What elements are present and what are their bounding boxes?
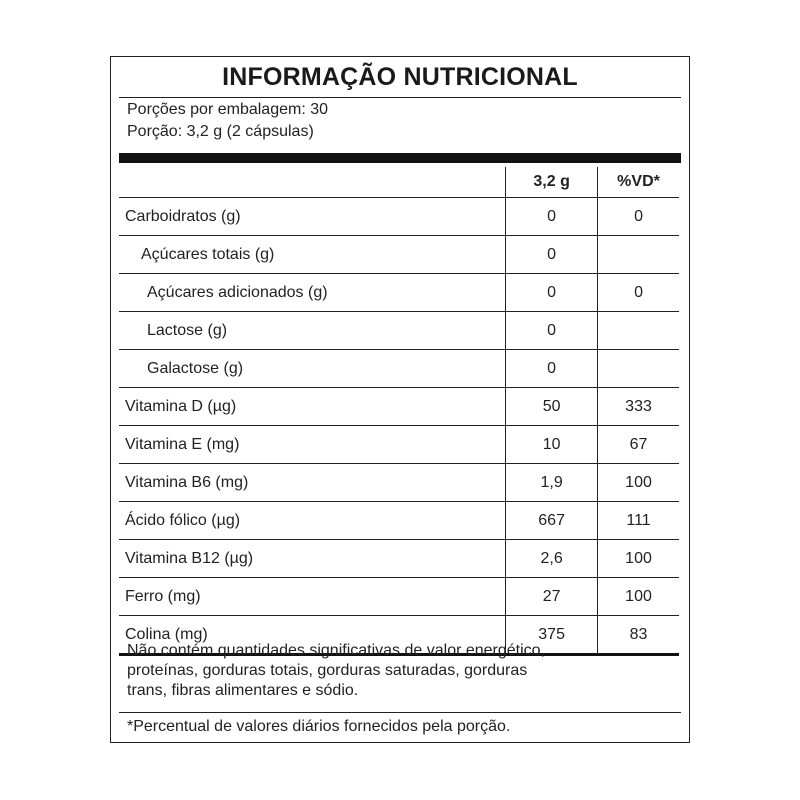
disclaimer-line: Não contém quantidades significativas de valor energético,	[127, 642, 546, 659]
nutrient-name: Vitamina B6 (mg)	[119, 464, 506, 502]
disclaimer-line: trans, fibras alimentares e sódio.	[127, 682, 359, 699]
nutrient-amount: 10	[506, 426, 598, 464]
nutrient-vd: 100	[598, 464, 679, 502]
nutrient-name: Colina (mg)	[119, 616, 506, 655]
serving-size: Porção: 3,2 g (2 cápsulas)	[127, 123, 314, 140]
table-row	[119, 236, 679, 274]
nutrient-amount: 667	[506, 502, 598, 540]
nutrient-name: Galactose (g)	[119, 350, 506, 388]
nutrient-vd: 0	[598, 198, 679, 236]
header-daily-value: %VD*	[598, 167, 679, 198]
label-title: INFORMAÇÃO NUTRICIONAL	[222, 63, 578, 91]
nutrient-vd: 333	[598, 388, 679, 426]
disclaimer-note	[127, 641, 671, 701]
nutrient-name: Ácido fólico (µg)	[119, 502, 506, 540]
nutrient-amount: 27	[506, 578, 598, 616]
header-nutrient	[119, 167, 506, 198]
thick-divider	[119, 153, 681, 163]
nutrient-amount: 0	[506, 312, 598, 350]
nutrient-vd: 111	[598, 502, 679, 540]
nutrient-name: Vitamina E (mg)	[119, 426, 506, 464]
nutrient-name: Ferro (mg)	[119, 578, 506, 616]
title-divider	[119, 97, 681, 98]
header-amount: 3,2 g	[506, 167, 598, 198]
table-row	[119, 502, 679, 540]
nutrient-amount: 375	[506, 616, 598, 655]
nutrient-vd: 83	[598, 616, 679, 655]
daily-value-footnote: *Percentual de valores diários fornecidos pela porção.	[127, 718, 511, 735]
table-row	[119, 464, 679, 502]
nutrient-name: Vitamina D (µg)	[119, 388, 506, 426]
nutrient-vd: 67	[598, 426, 679, 464]
nutrient-amount: 0	[506, 236, 598, 274]
nutrient-vd	[598, 236, 679, 274]
nutrient-vd: 0	[598, 274, 679, 312]
nutrient-amount: 50	[506, 388, 598, 426]
servings-per-package: Porções por embalagem: 30	[127, 101, 328, 118]
nutrient-name: Açúcares totais (g)	[119, 236, 506, 274]
nutrient-amount: 0	[506, 274, 598, 312]
disclaimer-line: proteínas, gorduras totais, gorduras saturadas, gorduras	[127, 662, 528, 679]
table-row	[119, 350, 679, 388]
nutrient-name: Açúcares adicionados (g)	[119, 274, 506, 312]
nutrient-amount: 1,9	[506, 464, 598, 502]
table-row	[119, 426, 679, 464]
nutrient-name: Carboidratos (g)	[119, 198, 506, 236]
nutrition-facts-label	[110, 56, 690, 743]
footnote-divider	[119, 712, 681, 713]
nutrient-amount: 0	[506, 350, 598, 388]
nutrient-amount: 0	[506, 198, 598, 236]
table-row	[119, 198, 679, 236]
nutrient-name: Lactose (g)	[119, 312, 506, 350]
table-header-row	[119, 167, 679, 198]
table-row	[119, 540, 679, 578]
nutrient-vd	[598, 312, 679, 350]
nutrient-vd	[598, 350, 679, 388]
nutrient-vd: 100	[598, 540, 679, 578]
table-row	[119, 274, 679, 312]
nutrient-amount: 2,6	[506, 540, 598, 578]
table-row	[119, 312, 679, 350]
nutrient-name: Vitamina B12 (µg)	[119, 540, 506, 578]
nutrient-vd: 100	[598, 578, 679, 616]
table-row	[119, 388, 679, 426]
table-row	[119, 578, 679, 616]
nutrition-table	[119, 167, 679, 656]
